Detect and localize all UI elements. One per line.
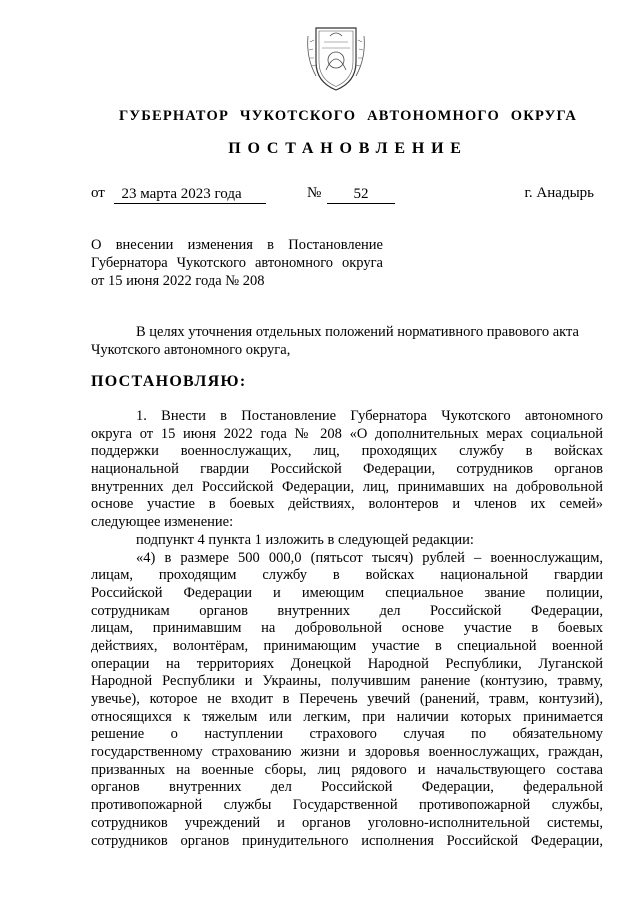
subject-line: от 15 июня 2022 года № 208 (91, 273, 265, 289)
document-place: г. Анадырь (524, 185, 594, 201)
preamble-line: В целях уточнения отдельных положений нормативного правового акта (136, 324, 579, 340)
body-line: относящихся к тяжелым или легким, при наличии которых принимается (91, 708, 603, 725)
issuing-authority: ГУБЕРНАТОР ЧУКОТСКОГО АВТОНОМНОГО ОКРУГА (118, 108, 578, 124)
body-line: действиях, волонтёрам, принимающим участие в специальной военной (91, 637, 603, 654)
document-date: 23 марта 2023 года (121, 186, 242, 202)
body-line: округа от 15 июня 2022 года № 208 «О дополнительных мерах социальной (91, 425, 603, 442)
body-line: операции на территориях Донецкой Народной Республики, Луганской (91, 655, 603, 672)
body-line: Народной Республики и Украины, получившим ранение (контузию, травму, (91, 673, 603, 690)
body-line: подпункт 4 пункта 1 изложить в следующей редакции: (136, 531, 474, 548)
document-type: ПОСТАНОВЛЕНИЕ (228, 140, 468, 157)
body-line: сотрудников учреждений и органов уголовно-исполнительной системы, (91, 814, 603, 831)
body-line: поддержки военнослужащих, лиц, проходящих службу в войсках (91, 443, 603, 460)
body-line: основе участие в боевых действиях, волонтеров и членов их семей» (91, 496, 603, 513)
document-number: 52 (327, 185, 395, 204)
body-line: решение о наступлении страхового случая по обязательному (91, 726, 603, 743)
body-line: «4) в размере 500 000,0 (пятьсот тысяч) рублей – военнослужащим, (136, 549, 603, 566)
body-line: лицам, принимавшим на добровольной основе участие в боевых (91, 620, 603, 637)
decree-word: ПОСТАНОВЛЯЮ: (91, 373, 247, 390)
body-line: органов внутренних дел Российской Федерации, федеральной (91, 779, 603, 796)
body-line: Российской Федерации и имеющим специальное звание полиции, (91, 584, 603, 601)
preamble-line: Чукотского автономного округа, (91, 342, 291, 358)
date-prefix: от (91, 185, 105, 201)
coat-of-arms-emblem (302, 18, 370, 94)
body-line: противопожарной службы Государственной противопожарной службы, (91, 797, 603, 814)
date-field (114, 185, 266, 204)
body-line: лицам, проходящим службу в войсках национальной гвардии (91, 567, 603, 584)
body-line: 1. Внести в Постановление Губернатора Чукотского автономного (136, 408, 603, 424)
document-body (91, 408, 603, 850)
document-meta (91, 185, 594, 207)
subject-line: Губернатора Чукотского автономного округа (91, 255, 383, 271)
coat-of-arms-icon (302, 18, 370, 94)
body-line: сотрудникам органов внутренних дел Российской Федерации, (91, 602, 603, 619)
body-line: сотрудников органов принудительного исполнения Российской Федерации, (91, 832, 603, 849)
subject-line: О внесении изменения в Постановление (91, 237, 383, 253)
document-subject (91, 236, 383, 290)
body-line: внутренних дел Российской Федерации, лиц, принимавших на добровольной (91, 478, 603, 495)
body-line: увечье), которое не входит в Перечень увечий (ранений, травм, контузий), (91, 691, 603, 707)
preamble (91, 323, 603, 359)
body-line: призванных на военные сборы, лиц рядового и начальствующего состава (91, 761, 603, 778)
body-line: национальной гвардии Российской Федерации, сотрудников органов (91, 461, 603, 478)
body-line: следующее изменение: (91, 514, 234, 531)
number-prefix: № (307, 185, 322, 201)
body-line: государственному страхованию жизни и здоровья военнослужащих, граждан, (91, 744, 603, 761)
